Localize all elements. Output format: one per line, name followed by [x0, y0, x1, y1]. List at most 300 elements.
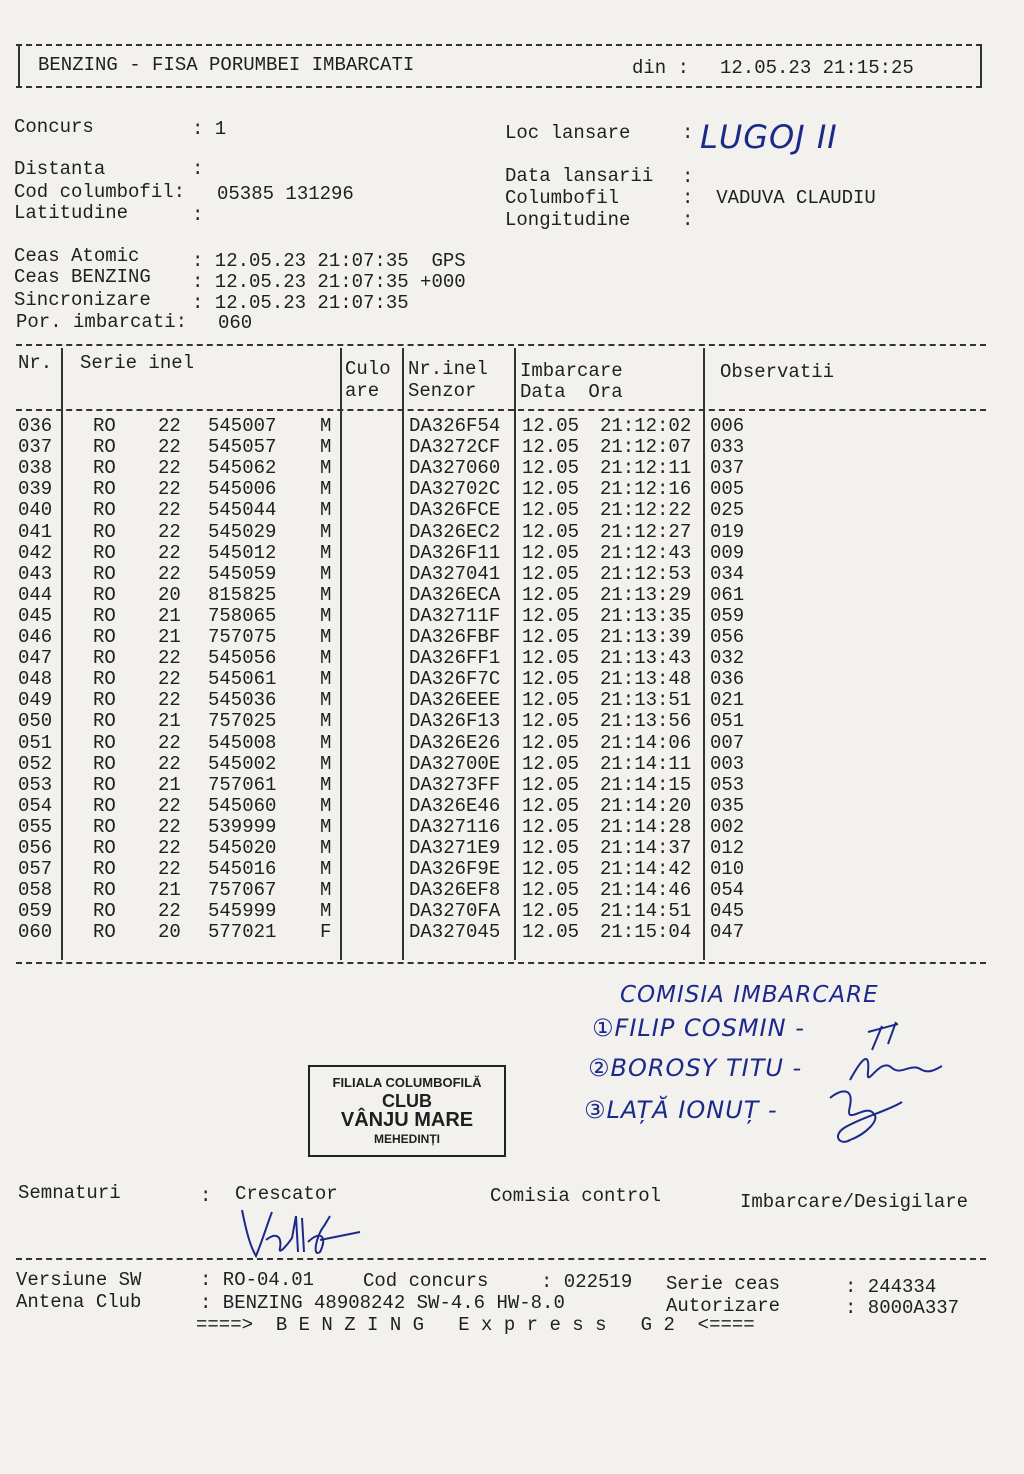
- row-ring-number: 545020: [208, 837, 277, 859]
- row-sex: M: [320, 626, 332, 648]
- cod-columbofil-value: 05385 131296: [217, 183, 354, 205]
- row-time: 21:14:20: [600, 794, 692, 817]
- row-sensor: DA327045: [409, 921, 501, 944]
- handwritten-commission-title: COMISIA IMBARCARE: [620, 982, 879, 1008]
- row-observation: 005: [710, 478, 745, 501]
- handwritten-member-3: ③LAȚĂ IONUȚ -: [584, 1096, 778, 1124]
- row-year: 22: [158, 689, 181, 712]
- row-year: 22: [158, 752, 181, 775]
- table-row: [0, 521, 1000, 542]
- row-time: 21:14:15: [600, 773, 692, 796]
- row-country: RO: [93, 499, 116, 522]
- distanta-label: Distanta: [14, 158, 106, 180]
- row-observation: 054: [710, 879, 745, 902]
- row-sex: M: [320, 415, 332, 437]
- row-observation: 012: [710, 837, 745, 859]
- row-sensor: DA327116: [409, 815, 501, 838]
- longitudine-label: Longitudine: [505, 209, 631, 231]
- table-row: [0, 457, 1000, 478]
- table-row: [0, 415, 1000, 436]
- row-date: 12.05: [522, 583, 580, 606]
- row-country: RO: [93, 562, 116, 585]
- row-sex: M: [320, 815, 332, 838]
- serie-ceas-value: : 244334: [845, 1276, 937, 1298]
- row-year: 20: [158, 583, 181, 606]
- row-sensor: DA326F11: [409, 541, 501, 564]
- col-header-imbarcare-1: Imbarcare: [520, 360, 623, 382]
- row-year: 22: [158, 815, 181, 838]
- row-sex: M: [320, 752, 332, 775]
- row-date: 12.05: [522, 499, 580, 522]
- commission-signatures: [810, 1010, 960, 1160]
- crescator-signature: [236, 1196, 366, 1266]
- row-time: 21:12:53: [600, 562, 692, 585]
- row-country: RO: [93, 815, 116, 838]
- row-ring-number: 815825: [208, 583, 277, 606]
- table-row: [0, 795, 1000, 816]
- latitudine-value: :: [192, 204, 204, 226]
- row-sensor: DA326FCE: [409, 499, 501, 522]
- header-din-label: din :: [632, 57, 690, 79]
- table-row: [0, 563, 1000, 584]
- row-year: 22: [158, 794, 181, 817]
- row-sensor: DA326E26: [409, 731, 501, 754]
- row-sex: M: [320, 689, 332, 712]
- row-nr: 059: [18, 900, 53, 923]
- stamp-line-3: VÂNJU MARE: [340, 1109, 474, 1131]
- row-sensor: DA326FBF: [409, 626, 501, 648]
- row-date: 12.05: [522, 773, 580, 796]
- row-date: 12.05: [522, 689, 580, 712]
- header-top-rule: [16, 44, 982, 46]
- row-year: 22: [158, 457, 181, 480]
- row-observation: 002: [710, 815, 745, 838]
- row-observation: 037: [710, 457, 745, 480]
- ceas-atomic-label: Ceas Atomic: [14, 245, 140, 267]
- header-right-border: [980, 46, 982, 86]
- row-country: RO: [93, 647, 116, 670]
- table-row: [0, 584, 1000, 605]
- loc-lansare-colon: :: [682, 122, 694, 144]
- row-country: RO: [93, 731, 116, 754]
- table-row: [0, 436, 1000, 457]
- row-time: 21:12:02: [600, 415, 692, 437]
- row-nr: 056: [18, 837, 53, 859]
- row-ring-number: 545036: [208, 689, 277, 712]
- row-sex: M: [320, 900, 332, 923]
- semnaturi-colon: :: [200, 1185, 212, 1207]
- row-observation: 003: [710, 752, 745, 775]
- row-nr: 043: [18, 562, 53, 585]
- row-ring-number: 545059: [208, 562, 277, 585]
- row-observation: 032: [710, 647, 745, 670]
- row-nr: 055: [18, 815, 53, 838]
- row-nr: 053: [18, 773, 53, 796]
- row-year: 22: [158, 858, 181, 881]
- row-date: 12.05: [522, 710, 580, 733]
- row-observation: 033: [710, 436, 745, 459]
- row-date: 12.05: [522, 731, 580, 754]
- row-observation: 036: [710, 668, 745, 691]
- col-header-imbarcare-2: Data Ora: [520, 381, 623, 403]
- row-ring-number: 758065: [208, 604, 277, 627]
- table-row: [0, 837, 1000, 858]
- row-time: 21:13:56: [600, 710, 692, 733]
- table-row: [0, 879, 1000, 900]
- row-observation: 006: [710, 415, 745, 437]
- row-time: 21:14:46: [600, 879, 692, 902]
- row-sex: M: [320, 583, 332, 606]
- row-nr: 060: [18, 921, 53, 944]
- row-date: 12.05: [522, 668, 580, 691]
- row-date: 12.05: [522, 604, 580, 627]
- row-nr: 042: [18, 541, 53, 564]
- row-ring-number: 545999: [208, 900, 277, 923]
- row-nr: 044: [18, 583, 53, 606]
- row-country: RO: [93, 710, 116, 733]
- row-year: 22: [158, 415, 181, 437]
- row-sensor: DA3272CF: [409, 436, 501, 459]
- row-ring-number: 545012: [208, 541, 277, 564]
- imbarcare-desigilare-label: Imbarcare/Desigilare: [740, 1191, 969, 1213]
- row-year: 21: [158, 710, 181, 733]
- row-nr: 050: [18, 710, 53, 733]
- data-lansarii-value: :: [682, 166, 694, 188]
- row-sensor: DA326EEE: [409, 689, 501, 712]
- row-sensor: DA326EF8: [409, 879, 501, 902]
- row-nr: 057: [18, 858, 53, 881]
- row-date: 12.05: [522, 562, 580, 585]
- row-sex: F: [320, 921, 332, 944]
- table-row: [0, 753, 1000, 774]
- row-sensor: DA326ECA: [409, 583, 501, 606]
- row-nr: 045: [18, 604, 53, 627]
- row-date: 12.05: [522, 457, 580, 480]
- row-ring-number: 545061: [208, 668, 277, 691]
- row-observation: 047: [710, 921, 745, 944]
- row-sex: M: [320, 647, 332, 670]
- concurs-value: : 1: [192, 118, 227, 140]
- row-date: 12.05: [522, 858, 580, 881]
- row-nr: 037: [18, 436, 53, 459]
- row-ring-number: 545060: [208, 794, 277, 817]
- row-date: 12.05: [522, 647, 580, 670]
- row-year: 22: [158, 647, 181, 670]
- row-sensor: DA326E46: [409, 794, 501, 817]
- ceas-benzing-value: : 12.05.23 21:07:35 +000: [192, 271, 466, 293]
- row-sex: M: [320, 436, 332, 459]
- row-date: 12.05: [522, 794, 580, 817]
- columbofil-value: : VADUVA CLAUDIU: [682, 187, 876, 209]
- row-nr: 039: [18, 478, 53, 501]
- row-sensor: DA326F9E: [409, 858, 501, 881]
- row-year: 22: [158, 478, 181, 501]
- col-header-nrinel-2: Senzor: [408, 380, 477, 402]
- autorizare-value: : 8000A337: [845, 1297, 960, 1319]
- col-header-nrinel-1: Nr.inel: [408, 358, 488, 380]
- porumbei-imbarcati-value: 060: [218, 312, 253, 334]
- row-country: RO: [93, 415, 116, 437]
- row-country: RO: [93, 520, 116, 543]
- row-ring-number: 577021: [208, 921, 277, 944]
- club-stamp: [308, 1065, 506, 1157]
- row-nr: 038: [18, 457, 53, 480]
- row-ring-number: 545044: [208, 499, 277, 522]
- row-year: 21: [158, 773, 181, 796]
- header-bottom-rule: [16, 86, 982, 88]
- table-row: [0, 816, 1000, 837]
- row-time: 21:12:27: [600, 520, 692, 543]
- row-year: 22: [158, 668, 181, 691]
- longitudine-value: :: [682, 209, 694, 231]
- row-country: RO: [93, 794, 116, 817]
- row-sex: M: [320, 773, 332, 796]
- row-time: 21:14:42: [600, 858, 692, 881]
- row-country: RO: [93, 541, 116, 564]
- loc-lansare-label: Loc lansare: [505, 122, 631, 144]
- col-header-serie: Serie inel: [80, 352, 195, 374]
- row-sensor: DA327041: [409, 562, 501, 585]
- row-time: 21:12:07: [600, 436, 692, 459]
- comisia-control-label: Comisia control: [490, 1185, 662, 1207]
- row-ring-number: 545007: [208, 415, 277, 437]
- row-nr: 058: [18, 879, 53, 902]
- row-observation: 009: [710, 541, 745, 564]
- row-date: 12.05: [522, 900, 580, 923]
- semnaturi-label: Semnaturi: [18, 1182, 121, 1204]
- ceas-atomic-value: : 12.05.23 21:07:35 GPS: [192, 250, 466, 272]
- row-date: 12.05: [522, 478, 580, 501]
- row-sex: M: [320, 731, 332, 754]
- row-year: 22: [158, 900, 181, 923]
- row-date: 12.05: [522, 436, 580, 459]
- columbofil-label: Columbofil: [505, 187, 620, 209]
- row-sex: M: [320, 710, 332, 733]
- row-year: 22: [158, 520, 181, 543]
- row-sensor: DA32700E: [409, 752, 501, 775]
- row-observation: 007: [710, 731, 745, 754]
- row-sensor: DA32711F: [409, 604, 501, 627]
- row-time: 21:13:39: [600, 626, 692, 648]
- ceas-benzing-label: Ceas BENZING: [14, 266, 151, 288]
- table-row: [0, 900, 1000, 921]
- row-date: 12.05: [522, 837, 580, 859]
- row-time: 21:13:43: [600, 647, 692, 670]
- row-observation: 053: [710, 773, 745, 796]
- row-year: 22: [158, 541, 181, 564]
- row-country: RO: [93, 604, 116, 627]
- row-ring-number: 757067: [208, 879, 277, 902]
- table-row: [0, 647, 1000, 668]
- footer-rule: [16, 1258, 986, 1260]
- row-country: RO: [93, 626, 116, 648]
- row-country: RO: [93, 773, 116, 796]
- row-date: 12.05: [522, 921, 580, 944]
- row-nr: 054: [18, 794, 53, 817]
- row-sensor: DA3270FA: [409, 900, 501, 923]
- row-ring-number: 545002: [208, 752, 277, 775]
- row-observation: 010: [710, 858, 745, 881]
- row-date: 12.05: [522, 541, 580, 564]
- row-sex: M: [320, 499, 332, 522]
- data-lansarii-label: Data lansarii: [505, 165, 654, 187]
- table-row: [0, 689, 1000, 710]
- distanta-value: :: [192, 158, 204, 180]
- row-sensor: DA326EC2: [409, 520, 501, 543]
- row-time: 21:15:04: [600, 921, 692, 944]
- stamp-line-1: FILIALA COLUMBOFILĂ: [332, 1075, 482, 1090]
- col-header-nr: Nr.: [18, 352, 53, 374]
- autorizare-label: Autorizare: [666, 1295, 781, 1317]
- sincronizare-label: Sincronizare: [14, 289, 151, 311]
- table-header-rule: [16, 409, 986, 411]
- row-ring-number: 545016: [208, 858, 277, 881]
- row-observation: 051: [710, 710, 745, 733]
- row-time: 21:12:16: [600, 478, 692, 501]
- row-time: 21:12:43: [600, 541, 692, 564]
- row-nr: 052: [18, 752, 53, 775]
- handwritten-member-2: ②BOROSY TITU -: [588, 1054, 803, 1082]
- serie-ceas-label: Serie ceas: [666, 1273, 781, 1295]
- row-sensor: DA326F54: [409, 415, 501, 437]
- row-time: 21:13:51: [600, 689, 692, 712]
- row-observation: 045: [710, 900, 745, 923]
- cod-concurs-label: Cod concurs: [363, 1270, 489, 1292]
- row-date: 12.05: [522, 415, 580, 437]
- row-year: 22: [158, 562, 181, 585]
- row-time: 21:14:28: [600, 815, 692, 838]
- row-time: 21:12:22: [600, 499, 692, 522]
- row-observation: 034: [710, 562, 745, 585]
- row-ring-number: 545062: [208, 457, 277, 480]
- row-time: 21:12:11: [600, 457, 692, 480]
- row-sex: M: [320, 604, 332, 627]
- row-observation: 061: [710, 583, 745, 606]
- row-ring-number: 545006: [208, 478, 277, 501]
- stamp-line-4: MEHEDINȚI: [374, 1132, 440, 1146]
- header-din-value: 12.05.23 21:15:25: [720, 57, 914, 79]
- sincronizare-value: : 12.05.23 21:07:35: [192, 292, 409, 314]
- row-nr: 040: [18, 499, 53, 522]
- row-ring-number: 545029: [208, 520, 277, 543]
- row-time: 21:14:37: [600, 837, 692, 859]
- row-nr: 041: [18, 520, 53, 543]
- table-row: [0, 542, 1000, 563]
- row-country: RO: [93, 689, 116, 712]
- row-time: 21:13:48: [600, 668, 692, 691]
- row-nr: 046: [18, 626, 53, 648]
- stamp-line-2: CLUB: [382, 1091, 432, 1111]
- row-year: 21: [158, 626, 181, 648]
- handwritten-member-1: ①FILIP COSMIN -: [592, 1014, 805, 1042]
- row-sex: M: [320, 562, 332, 585]
- header-left-border: [18, 46, 20, 86]
- row-ring-number: 757075: [208, 626, 277, 648]
- row-date: 12.05: [522, 520, 580, 543]
- row-observation: 021: [710, 689, 745, 712]
- col-header-observatii: Observatii: [720, 361, 835, 383]
- row-sex: M: [320, 520, 332, 543]
- row-sex: M: [320, 541, 332, 564]
- row-sensor: DA326FF1: [409, 647, 501, 670]
- row-year: 22: [158, 499, 181, 522]
- table-row: [0, 858, 1000, 879]
- row-sex: M: [320, 858, 332, 881]
- row-time: 21:13:29: [600, 583, 692, 606]
- latitudine-label: Latitudine: [14, 202, 129, 224]
- row-observation: 025: [710, 499, 745, 522]
- row-observation: 035: [710, 794, 745, 817]
- row-sensor: DA326F7C: [409, 668, 501, 691]
- row-observation: 056: [710, 626, 745, 648]
- cod-columbofil-label: Cod columbofil:: [14, 181, 186, 203]
- row-country: RO: [93, 858, 116, 881]
- row-time: 21:13:35: [600, 604, 692, 627]
- row-year: 22: [158, 837, 181, 859]
- row-year: 21: [158, 879, 181, 902]
- crescator-label: Crescator: [235, 1183, 338, 1205]
- row-observation: 059: [710, 604, 745, 627]
- row-time: 21:14:51: [600, 900, 692, 923]
- versiune-label: Versiune SW: [16, 1269, 142, 1291]
- table-row: [0, 774, 1000, 795]
- table-row: [0, 921, 1000, 942]
- row-year: 22: [158, 436, 181, 459]
- row-year: 20: [158, 921, 181, 944]
- row-sensor: DA3271E9: [409, 837, 501, 859]
- header-title: BENZING - FISA PORUMBEI IMBARCATI: [38, 54, 415, 76]
- benzing-express-banner: ====> B E N Z I N G E x p r e s s G 2 <====: [196, 1314, 755, 1336]
- row-country: RO: [93, 879, 116, 902]
- row-nr: 047: [18, 647, 53, 670]
- row-sex: M: [320, 478, 332, 501]
- row-time: 21:14:06: [600, 731, 692, 754]
- row-time: 21:14:11: [600, 752, 692, 775]
- table-row: [0, 710, 1000, 731]
- row-date: 12.05: [522, 815, 580, 838]
- row-country: RO: [93, 436, 116, 459]
- antena-label: Antena Club: [16, 1291, 142, 1313]
- row-sensor: DA32702C: [409, 478, 501, 501]
- row-country: RO: [93, 478, 116, 501]
- row-nr: 049: [18, 689, 53, 712]
- row-sensor: DA326F13: [409, 710, 501, 733]
- cod-concurs-value: : 022519: [541, 1271, 633, 1293]
- row-ring-number: 545057: [208, 436, 277, 459]
- row-nr: 051: [18, 731, 53, 754]
- row-sex: M: [320, 837, 332, 859]
- row-ring-number: 545008: [208, 731, 277, 754]
- concurs-label: Concurs: [14, 116, 94, 138]
- table-row: [0, 499, 1000, 520]
- row-country: RO: [93, 921, 116, 944]
- row-observation: 019: [710, 520, 745, 543]
- row-date: 12.05: [522, 879, 580, 902]
- row-ring-number: 539999: [208, 815, 277, 838]
- table-top-rule: [16, 344, 986, 346]
- row-year: 21: [158, 604, 181, 627]
- row-ring-number: 757025: [208, 710, 277, 733]
- row-nr: 036: [18, 415, 53, 437]
- porumbei-imbarcati-label: Por. imbarcati:: [16, 311, 188, 333]
- antena-value: : BENZING 48908242 SW-4.6 HW-8.0: [200, 1292, 565, 1314]
- col-header-culoare-2: are: [345, 380, 380, 402]
- col-header-culoare-1: Culo: [345, 358, 391, 380]
- row-ring-number: 545056: [208, 647, 277, 670]
- table-row: [0, 732, 1000, 753]
- row-sex: M: [320, 794, 332, 817]
- row-country: RO: [93, 837, 116, 859]
